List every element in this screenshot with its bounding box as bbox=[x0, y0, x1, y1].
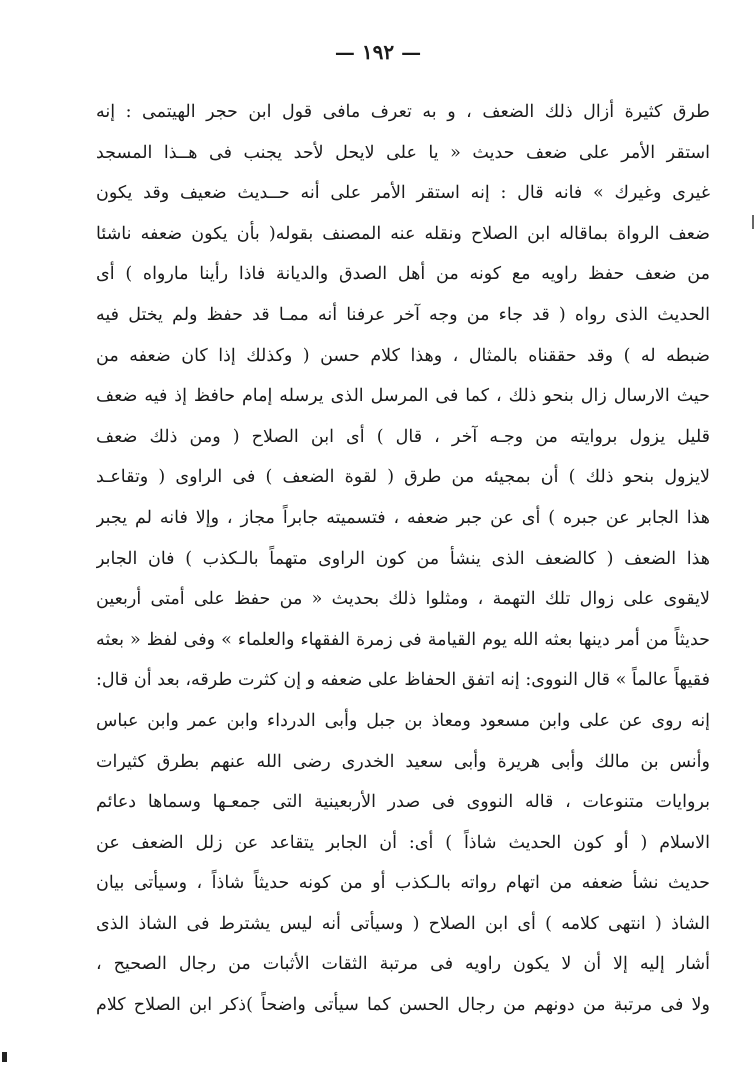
text-line: الحديث الذى رواه ( قد جاء من وجه آخر عرفنا أنه ممـا قد حفظ ولم يختل فيه bbox=[96, 304, 710, 325]
text-line: ولا فى مرتبة من دونهم من رجال الحسن كما سيأتى واضحاً )ذكر ابن الصلاح كلام bbox=[96, 995, 710, 1016]
text-line: غيرى وغيرك » فانه قال : إنه استقر الأمر على أنه حــديث ضعيف وقد يكون bbox=[96, 183, 710, 204]
text-line: الشاذ ( انتهى كلامه ) أى ابن الصلاح ( وسيأتى أنه ليس يشترط فى الشاذ الذى bbox=[96, 913, 710, 934]
text-line: لايقوى على زوال تلك التهمة ، ومثلوا ذلك بحديث « من حفظ على أمتى أربعين bbox=[96, 589, 710, 610]
text-line: لايزول بنحو ذلك ) أن بمجيئه من طرق ( لقوة الضعف ) فى الراوى ( وتقاعـد bbox=[96, 467, 710, 488]
text-line: أشار إليه إلا أن لا يكون راويه فى مرتبة الثقات الأثبات من رجال الصحيح ، bbox=[96, 954, 710, 975]
text-line: إنه روى عن على وابن مسعود ومعاذ بن جبل وأبى الدرداء وابن عمر وابن عباس bbox=[96, 710, 710, 731]
text-line: حديث نشأ ضعفه من اتهام رواته بالـكذب أو من كونه حديثاً شاذاً ، وسيأتى بيان bbox=[96, 873, 710, 894]
text-line: بروايات متنوعات ، قاله النووى فى صدر الأربعينية التى جمعـها وسماها دعائم bbox=[96, 792, 710, 813]
text-line: حيث الارسال زال بنحو ذلك ، كما فى المرسل الذى يرسله إمام حافظ إذ فيه ضعف bbox=[96, 386, 710, 407]
text-line: وأنس بن مالك وأبى هريرة وأبى سعيد الخدرى رضى الله عنهم بطرق كثيرات bbox=[96, 751, 710, 772]
text-line: ضبطه له ) وقد حققناه بالمثال ، وهذا كلام حسن ( وكذلك إذا كان ضعفه من bbox=[96, 345, 710, 366]
text-line: فقيهاً عالماً » قال النووى: إنه اتفق الحفاظ على ضعفه و إن كثرت طرقه، بعد أن قال: bbox=[96, 670, 710, 691]
text-line: هذا الضعف ( كالضعف الذى ينشأ من كون الراوى متهماً بالـكذب ) فان الجابر bbox=[96, 548, 710, 569]
text-line: الاسلام ( أو كون الحديث شاذاً ) أى: أن الجابر يتقاعد عن زلل الضعف عن bbox=[96, 832, 710, 853]
page-number: — ١٩٢ — bbox=[334, 40, 422, 64]
scan-mark bbox=[752, 215, 754, 229]
text-line: من ضعف حفظ راويه مع كونه من أهل الصدق والديانة فاذا رأينا مارواه ) أى bbox=[96, 264, 710, 285]
body-text bbox=[96, 92, 710, 1026]
text-line: استقر الأمر على ضعف حديث « يا على لايحل لأحد يجنب فى هــذا المسجد bbox=[96, 142, 710, 163]
text-line: حديثاً من أمر دينها بعثه الله يوم القيامة فى زمرة الفقهاء والعلماء » وفى لفظ « بعثه bbox=[96, 629, 710, 650]
text-line: طرق كثيرة أزال ذلك الضعف ، و به تعرف مافى قول ابن حجر الهيتمى : إنه bbox=[96, 102, 710, 122]
text-line: هذا الجابر عن جبره ) أى عن جبر ضعفه ، فتسميته جابراً مجاز ، وإلا فانه لم يجبر bbox=[96, 507, 710, 528]
text-line: قليل يزول بروايته من وجـه آخر ، قال ) أى ابن الصلاح ( ومن ذلك ضعف bbox=[96, 426, 710, 447]
text-line: ضعف الرواة بماقاله ابن الصلاح ونقله عنه المصنف بقوله( بأن يكون ضعفه ناشئا bbox=[96, 223, 710, 244]
scan-mark bbox=[2, 1052, 7, 1062]
